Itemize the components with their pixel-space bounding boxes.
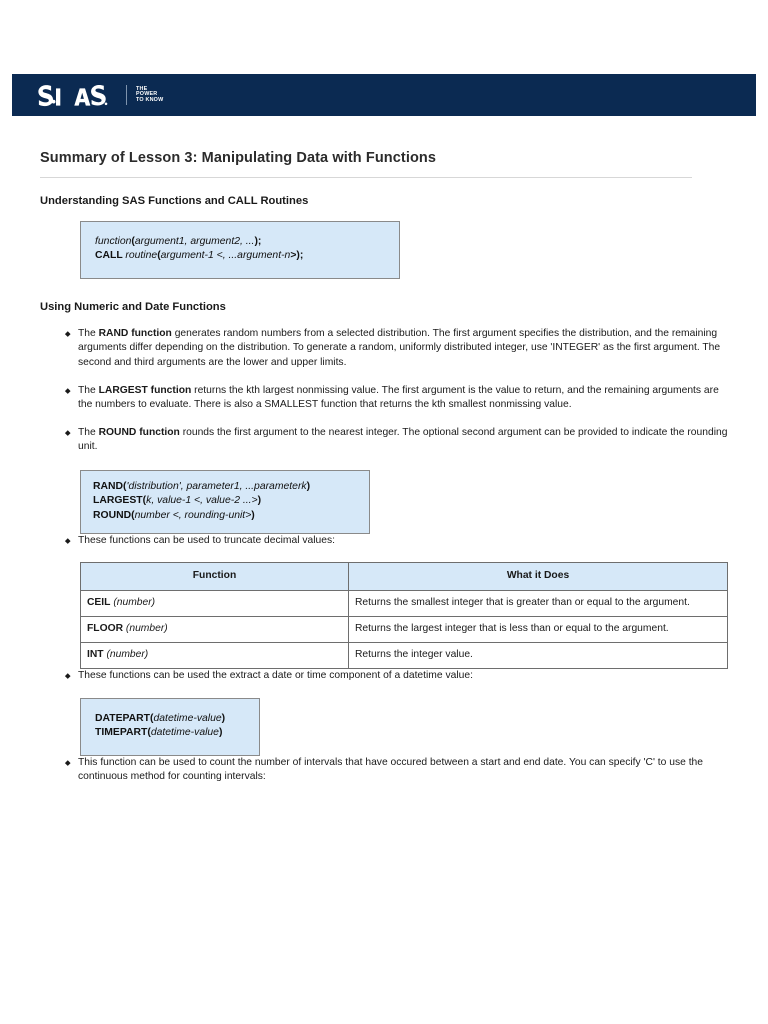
syntax-token-close-paren: ) [251, 509, 255, 521]
sas-logo [32, 84, 116, 106]
function-name-ceil: CEIL [87, 596, 111, 608]
bullet-text-bold: RAND function [98, 327, 172, 339]
bullet-text-prefix: The [78, 384, 99, 396]
syntax-line-call-routine [95, 249, 385, 263]
syntax-token-round-args: number <, rounding-unit> [134, 509, 252, 521]
column-header-function: Function [81, 562, 349, 590]
table-row [81, 617, 728, 643]
syntax-box-function-call [80, 221, 400, 279]
syntax-line-largest [93, 494, 357, 508]
bullet-marker-icon [65, 760, 70, 765]
cell-function-name [81, 617, 349, 643]
syntax-line-datepart [95, 712, 245, 726]
bullet-list-datetime [40, 669, 730, 684]
syntax-token-call: CALL [95, 250, 126, 262]
list-item-largest [40, 384, 730, 413]
column-header-what-it-does: What it Does [349, 562, 728, 590]
table-row [81, 590, 728, 616]
syntax-token-close-paren-2: >); [290, 250, 304, 262]
logo-divider [126, 85, 127, 105]
bullet-text: This function can be used to count the number of intervals that have occured between a start and end date. You can specify 'C' to use the continuous method for counting intervals: [78, 756, 704, 783]
syntax-token-open-paren: ( [131, 509, 135, 521]
syntax-token-largest-args: k, value-1 <, value-2 ...> [146, 495, 258, 507]
bullet-list-intervals [40, 756, 730, 785]
tagline-line-3: TO KNOW [136, 96, 164, 103]
bullet-marker-icon [65, 331, 70, 336]
syntax-token-datepart: DATEPART [95, 713, 151, 725]
bullet-marker-icon [65, 430, 70, 435]
bullet-text-rest: generates random numbers from a selected distribution. The first argument specifies the distribution, and the remaining arguments differ depending on the distribution. To generate a random, uniformly distributed integer, use 'INTEGER' as the first argument. The second and third arguments are the lower and upper limits. [78, 327, 721, 368]
syntax-token-open-paren-2: ( [157, 250, 161, 262]
bullet-text: These functions can be used to truncate decimal values: [78, 535, 335, 547]
syntax-box-rand-largest-round [80, 470, 370, 534]
cell-function-name [81, 643, 349, 669]
list-item-truncate [40, 534, 730, 549]
syntax-token-open-paren: ( [142, 495, 147, 507]
document-content [40, 150, 730, 785]
syntax-line-timepart [95, 726, 245, 740]
banner-content [12, 74, 756, 116]
syntax-token-rand-args: 'distribution', parameter1, ...parameterk [126, 480, 307, 492]
syntax-token-round: ROUND [93, 509, 132, 521]
syntax-token-close-paren: ); [254, 236, 262, 247]
syntax-token-timepart: TIMEPART [95, 727, 148, 739]
syntax-token-open-paren: ( [131, 236, 135, 247]
table-header-row [81, 562, 728, 590]
function-arg-int: (number) [103, 649, 149, 661]
table-row [81, 643, 728, 669]
bullet-text-prefix: The [78, 327, 99, 339]
function-arg-ceil: (number) [110, 596, 156, 608]
function-arg-floor: (number) [123, 623, 168, 635]
section-heading-functions-call-routines: Understanding SAS Functions and CALL Routines [40, 195, 309, 207]
cell-function-name [81, 590, 349, 616]
syntax-token-routine: routine [125, 250, 158, 262]
table-header [81, 562, 728, 590]
page-title: Summary of Lesson 3: Manipulating Data with Functions [40, 150, 437, 166]
syntax-token-timepart-args: datetime-value [150, 727, 219, 739]
function-table [80, 562, 728, 670]
table-body [81, 590, 728, 669]
list-item-rand [40, 327, 730, 371]
syntax-line-round [93, 509, 357, 523]
bullet-marker-icon [65, 674, 70, 679]
sas-tagline [136, 87, 163, 104]
list-item-datetime [40, 669, 730, 684]
syntax-token-close-paren: ) [257, 495, 262, 507]
bullet-text-bold: LARGEST function [98, 384, 192, 396]
bullet-text-prefix: The [78, 426, 99, 438]
syntax-token-rand: RAND [93, 480, 124, 492]
syntax-token-datepart-args: datetime-value [153, 713, 222, 725]
bullet-text-rest: rounds the first argument to the nearest integer. The optional second argument can be provided to indicate the rounding unit. [78, 426, 728, 453]
cell-description: Returns the smallest integer that is greater than or equal to the argument. [349, 590, 728, 616]
list-item-intervals [40, 756, 730, 785]
bullet-marker-icon [65, 388, 70, 393]
bullet-text: These functions can be used the extract a date or time component of a datetime value: [78, 670, 473, 682]
syntax-token-arguments: argument1, argument2, ... [134, 236, 255, 247]
tagline-line-2: POWER [136, 91, 158, 98]
bullet-list-truncate [40, 534, 730, 549]
bullet-text-rest: returns the kth largest nonmissing value. The first argument is the value to return, and the remaining arguments are the numbers to evaluate. There is also a SMALLEST function that returns the kth smallest nonmissing value. [78, 384, 719, 411]
syntax-token-open-paren: ( [147, 727, 151, 739]
cell-description: Returns the integer value. [349, 643, 728, 669]
syntax-token-arguments-2: argument-1 <, ...argument-n [160, 250, 291, 262]
bullet-text-bold: ROUND function [98, 426, 180, 438]
syntax-token-largest: LARGEST [93, 495, 143, 507]
syntax-token-close-paren: ) [218, 727, 223, 739]
syntax-token-open-paren: ( [123, 480, 127, 492]
syntax-line-rand [93, 480, 357, 494]
cell-description: Returns the largest integer that is less than or equal to the argument. [349, 617, 728, 643]
sas-header-banner [12, 74, 756, 116]
tagline-line-1: THE [136, 85, 148, 92]
list-item-round [40, 426, 730, 455]
title-divider [40, 177, 692, 178]
bullet-list-numeric-functions [40, 327, 730, 455]
syntax-token-function: function [95, 236, 132, 247]
sas-logo-mark [32, 83, 116, 107]
bullet-marker-icon [65, 538, 70, 543]
syntax-line-function [95, 235, 385, 249]
function-name-int: INT [87, 649, 104, 661]
section-heading-numeric-date-functions: Using Numeric and Date Functions [40, 300, 226, 313]
function-name-floor: FLOOR [87, 623, 124, 635]
syntax-box-datepart-timepart [80, 698, 260, 756]
syntax-token-close-paren: ) [306, 480, 311, 492]
syntax-token-open-paren: ( [150, 713, 154, 725]
syntax-token-close-paren: ) [221, 713, 226, 725]
